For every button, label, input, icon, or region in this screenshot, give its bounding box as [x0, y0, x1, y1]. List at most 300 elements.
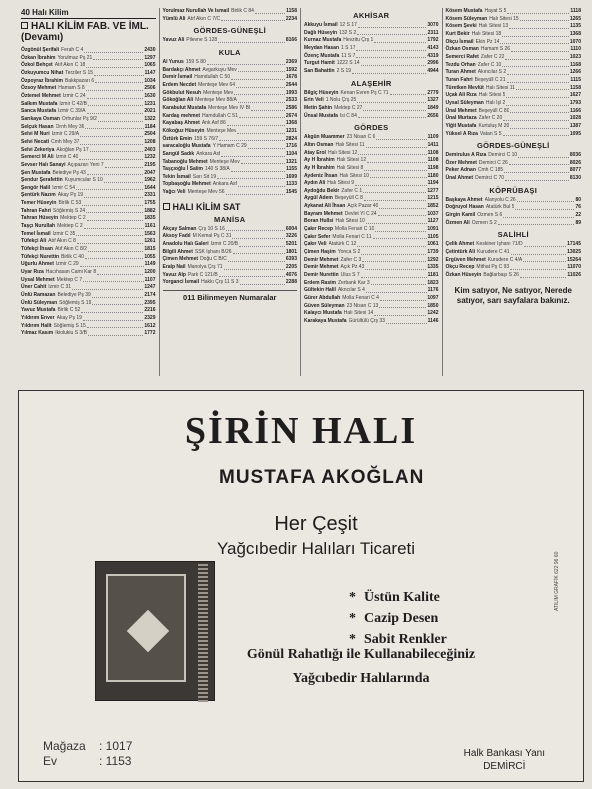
listing-row	[21, 116, 156, 124]
listing-name: Selvi M Nuri	[21, 131, 50, 138]
listing-row	[21, 330, 156, 338]
leader-dots	[86, 208, 143, 214]
listing-row	[21, 101, 156, 109]
listing-name: Kösem Süleyman	[445, 15, 488, 22]
listing-row	[446, 46, 582, 54]
listing-name: Aksoy Fadıl	[162, 233, 191, 240]
section-title: ALAŞEHİR	[350, 78, 392, 88]
listing-row	[304, 22, 439, 30]
listing-phone: 1716	[285, 143, 297, 150]
listing-phone: 1158	[570, 84, 581, 91]
ad-brand: ŞİRİN HALI	[184, 410, 418, 452]
listing-phone: 1755	[144, 200, 156, 207]
listing-name: Karakaya Mustafa	[304, 317, 347, 324]
listing-name: Sarıkaya Osman	[21, 115, 60, 122]
listing-name: Özkuyumcu Nihat	[21, 69, 64, 76]
leader-dots	[87, 323, 144, 329]
listing-name: Aygül Adem	[304, 195, 333, 202]
listing-name: Metin Şahin	[304, 104, 333, 111]
listing-phone: 1115	[570, 76, 581, 83]
listing-row	[163, 166, 298, 174]
leader-dots	[507, 77, 570, 83]
listing-row	[163, 226, 298, 234]
listing-row	[21, 170, 156, 178]
listing-phone: 1166	[570, 107, 581, 114]
listing-address: İkiolukiu S 3/B	[55, 330, 87, 337]
listing-address: Zafer C 22	[480, 53, 505, 60]
listing-name: Özer Mehmet	[445, 159, 477, 166]
listing-name: Ay H İbrahim	[304, 157, 335, 164]
ad-address-city: DEMİRCİ	[483, 761, 526, 772]
listing-name: Çimen Mehmet	[162, 256, 199, 263]
listing-address: Hevzitu Çrş 1	[343, 37, 374, 44]
listing-row	[163, 113, 298, 121]
listing-row	[163, 136, 298, 144]
listing-name: Özkol Behçet	[21, 62, 53, 69]
listing-row	[163, 105, 298, 113]
leader-dots	[379, 203, 426, 209]
listing-address: Ornh Mey 36	[55, 123, 85, 130]
section-title: GÖRDES-GÜNEŞLİ	[476, 141, 550, 151]
listing-phone: 17145	[567, 241, 581, 248]
listing-name: Yorganci İsmail	[162, 279, 200, 286]
listing-row	[163, 59, 298, 67]
listing-address: İzmir C 20/B	[210, 241, 239, 248]
listing-name: Semerci M Ali	[21, 154, 54, 161]
listing-phone: 1231	[285, 127, 297, 134]
leader-dots	[88, 246, 143, 252]
checkbox-icon	[21, 22, 28, 29]
listing-phone: 1158	[286, 8, 297, 14]
leader-dots	[239, 113, 285, 119]
listing-phone: 1194	[427, 180, 439, 187]
listing-name: Özmen Ali	[445, 219, 470, 226]
listing-name: Çakır Veli	[304, 241, 327, 248]
listing-phone: 2288	[285, 279, 297, 286]
leader-dots	[503, 212, 574, 218]
listing-name: Demir Mehmet	[304, 256, 339, 263]
listing-name: Kalaycı Mustafa	[304, 310, 342, 317]
leader-dots	[363, 188, 426, 194]
category-title-text: HALI KİLİM FAB. VE İML. (Devamı)	[21, 21, 149, 43]
listing-name: Özsoy Mehmet	[21, 85, 57, 92]
listing-phone: 15264	[567, 256, 581, 263]
listing-phone: 2331	[144, 192, 156, 199]
leader-dots	[352, 68, 426, 74]
listing-address: İzmir C 24	[62, 92, 86, 99]
listing-row	[446, 257, 582, 265]
leader-dots	[363, 105, 426, 111]
listing-address: İzmir C 29	[55, 261, 79, 268]
leader-dots	[507, 69, 569, 75]
leader-dots	[248, 143, 285, 149]
listing-name: Türetken Mevlüt	[445, 84, 484, 91]
listing-row	[446, 8, 582, 16]
listing-address: Halı Sitesi 9	[327, 180, 354, 187]
listing-address: Yonca S 2	[337, 249, 361, 256]
listing-name: Topbaşoğlu Mehmet	[162, 181, 211, 188]
leader-dots	[76, 231, 143, 237]
leader-dots	[219, 136, 285, 142]
leader-dots	[93, 55, 143, 61]
listing-row	[446, 175, 582, 183]
leader-dots	[361, 249, 426, 255]
leader-dots	[221, 151, 285, 157]
listing-address: Hamdullah C 51	[202, 112, 238, 119]
listing-name: Taşçıoğlu İ Salim	[162, 166, 203, 173]
leader-dots	[358, 22, 426, 28]
listing-phone: 2656	[427, 112, 439, 119]
listing-phone: 1545	[285, 189, 297, 196]
listing-address: Söğlemiş S 19	[59, 299, 92, 306]
leader-dots	[364, 195, 426, 201]
directory-column-4	[443, 8, 585, 376]
leader-dots	[365, 264, 426, 270]
listing-phone: 2195	[144, 161, 156, 168]
leader-dots	[72, 284, 143, 290]
listing-phone: 1037	[427, 210, 439, 217]
listing-name: Ünsal Mustafa	[304, 112, 338, 119]
listing-phone: 1247	[144, 284, 156, 291]
leader-dots	[224, 264, 285, 270]
listing-row	[446, 92, 582, 100]
listing-name: Turgut Hamit	[304, 60, 335, 67]
listing-row	[163, 90, 298, 98]
listing-phone: 11070	[567, 264, 581, 271]
ad-print-credit: ATILIM GRAFİK 622 96 60	[554, 551, 560, 611]
listing-name: Tüfekçi Nurettin	[21, 253, 60, 260]
listing-name: Aydın Ali	[304, 180, 326, 187]
listing-phone: 2533	[285, 97, 297, 104]
listing-row	[21, 323, 156, 331]
listing-name: Uyar Rıza	[21, 269, 44, 276]
listing-name: Dağlı Hüseyin	[304, 29, 338, 36]
listing-phone: 1242	[427, 310, 439, 317]
leader-dots	[84, 223, 144, 229]
listing-address: Atıf Akın C 7/C	[187, 15, 221, 22]
listing-address: Açık Pz 43	[340, 264, 365, 271]
listing-name: Özkan İbrahim	[21, 54, 56, 61]
listing-name: Gökoğlan Ali	[162, 97, 194, 104]
leader-dots	[517, 197, 575, 203]
listing-phone: 1592	[285, 66, 297, 73]
leader-dots	[82, 200, 143, 206]
listing-row	[304, 203, 439, 211]
listing-phone: 1411	[427, 141, 439, 148]
listing-name: Peker Adnan	[445, 167, 476, 174]
listing-row	[21, 47, 156, 55]
listing-row	[446, 85, 582, 93]
listing-name: Girgin Kamil	[445, 212, 476, 219]
listing-phone: 1699	[285, 173, 297, 180]
listing-address: Menteşe Mev IV Bl	[208, 104, 251, 111]
leader-dots	[504, 167, 569, 173]
leader-dots	[228, 256, 285, 262]
listing-address: 1 S 17	[341, 44, 356, 51]
listing-row	[304, 287, 439, 295]
listing-phone: 13025	[567, 249, 581, 256]
listing-phone: 2674	[285, 112, 297, 119]
listing-name: Uysal Süleyman	[445, 99, 484, 106]
listing-address: Mektep C 2	[57, 223, 83, 230]
listing-address: Hamam S 8	[58, 85, 85, 92]
leader-dots	[390, 90, 427, 96]
listing-phone: 2311	[427, 29, 439, 36]
listing-row	[304, 68, 439, 76]
listing-row	[446, 204, 582, 212]
listing-address: Ferah C 4	[61, 47, 84, 53]
leader-dots	[505, 54, 568, 60]
leader-dots	[87, 170, 144, 176]
leader-dots	[104, 177, 144, 183]
listing-address: Belediye Pş 43	[52, 169, 86, 176]
advertisement	[18, 390, 584, 782]
listing-address: Molla Fenari C 4	[342, 295, 379, 301]
listing-phone: 1147	[144, 69, 156, 76]
listing-name: Demir Mehmet	[304, 264, 339, 271]
listing-name: Kurt Bekir	[445, 30, 470, 37]
listing-address: Gürültülü Çrş 33	[348, 317, 385, 324]
leader-dots	[231, 166, 285, 172]
listing-address: İzmir C 39/A	[58, 108, 86, 115]
leader-dots	[236, 82, 285, 88]
leader-dots	[80, 131, 143, 137]
leader-dots	[523, 257, 566, 263]
listing-address: Menteşe Mev 56	[187, 189, 225, 196]
listing-address: Park C 121/B	[187, 271, 218, 278]
listing-name: Eralp Nail	[162, 264, 186, 271]
listing-address: Molla Fenari C 11	[332, 233, 372, 240]
listing-name: Aydoğdu Bekir	[304, 187, 340, 194]
leader-dots	[226, 226, 285, 232]
listing-address: Bağlarbaşı S 26	[483, 272, 519, 279]
listing-row	[21, 108, 156, 116]
listing-row	[21, 62, 156, 70]
leader-dots	[520, 272, 566, 278]
listing-name: Temel İsmail	[21, 230, 51, 237]
listing-phone: 1200	[144, 269, 156, 276]
listing-address: Halı Sitesi 11	[335, 141, 365, 148]
listing-address: Hakkı Çrş 11 S 3	[201, 279, 239, 286]
listing-name: Kayabaş Ahmet	[162, 120, 200, 127]
leader-dots	[207, 59, 285, 65]
listing-row	[163, 159, 298, 167]
leader-dots	[518, 152, 569, 158]
page-header-label: 40 Halı Kilim	[21, 8, 69, 17]
listing-row	[304, 188, 439, 196]
listing-address: İzmir C 35	[52, 230, 76, 237]
leader-dots	[231, 74, 285, 80]
listing-row	[304, 142, 439, 150]
leader-dots	[378, 211, 427, 217]
listing-phone: 3226	[285, 233, 297, 240]
listing-name: Erdem Necdet	[162, 81, 197, 88]
leader-dots	[239, 241, 285, 247]
section-title: SALİHLİ	[497, 230, 529, 240]
listing-row	[163, 264, 298, 272]
listing-phone: 2205	[285, 264, 297, 271]
listing-name: Gültekin Halil	[304, 287, 336, 294]
listing-row	[304, 241, 439, 249]
listing-address: 1222 S 14	[336, 60, 360, 67]
listing-phone: 2506	[144, 85, 156, 92]
listing-row	[21, 300, 156, 308]
listing-address: Özmen S 6	[477, 212, 503, 219]
listing-address: İzmir C 42/B	[59, 100, 87, 107]
leader-dots	[524, 241, 566, 247]
listing-phone: 1852	[427, 203, 439, 210]
listing-phone: 1850	[427, 302, 439, 309]
listing-phone: 2216	[144, 307, 156, 314]
leader-dots	[241, 159, 285, 165]
listing-name: Bilgili Ahmet	[162, 248, 193, 255]
listing-phone: 89	[575, 219, 581, 226]
listing-row	[304, 157, 439, 165]
leader-dots	[511, 46, 569, 52]
listing-name: Sanca Mustafa	[21, 108, 57, 115]
listing-row	[163, 249, 298, 257]
listing-name: Yavuz Alp	[162, 271, 186, 278]
listing-name: Aydeniz İhsan	[304, 172, 338, 179]
listing-row	[304, 249, 439, 257]
listing-phone: 1335	[427, 264, 439, 271]
listing-address: Cmh C 185	[477, 167, 504, 174]
listing-name: Al Yunus	[162, 58, 184, 65]
listing-name: Akkuyu İsmail	[304, 22, 338, 28]
listing-phone: 8166	[285, 37, 297, 44]
listing-address: Ank Asf 86	[201, 120, 226, 127]
listing-name: Meydan Hasan	[304, 44, 340, 51]
leader-dots	[370, 173, 427, 179]
category-title	[21, 21, 156, 43]
listing-phone: 2021	[144, 108, 156, 115]
listing-name: Özkan Osman	[445, 46, 479, 53]
listing-row	[446, 31, 582, 39]
leader-dots	[80, 261, 144, 267]
listing-address: Mektep C 2	[60, 215, 86, 222]
listing-name: Çakır Sefer	[304, 233, 331, 240]
listing-address: Birlik C 53	[58, 200, 82, 207]
listing-name: Yıldırım Halit	[21, 322, 52, 329]
listing-address: Zerbank Kar 3	[337, 279, 370, 286]
listing-row	[21, 185, 156, 193]
listing-row	[163, 181, 298, 189]
leader-dots	[88, 330, 143, 336]
listing-name: saracaloğlu Mustafa	[162, 143, 211, 150]
listing-name: Öztemel Mehmet	[21, 92, 61, 99]
listing-name: Ünal Murtaza	[445, 115, 477, 122]
listing-row	[21, 315, 156, 323]
leader-dots	[97, 269, 143, 275]
listing-phone: 2174	[144, 292, 156, 298]
listing-row	[304, 195, 439, 203]
listing-address: Sarı Sit 19	[192, 173, 217, 180]
listing-address: Atatürk C 12	[328, 241, 357, 248]
listing-name: Çimen Haşim	[304, 249, 336, 256]
listing-phone: 1327	[427, 97, 439, 104]
listing-name: Tüfekçi Ali	[21, 238, 47, 245]
leader-dots	[90, 147, 144, 153]
listing-phone: 1678	[285, 74, 297, 81]
listing-address: SSK İşhanı B/26	[194, 248, 232, 255]
listing-row	[446, 16, 582, 24]
listing-row	[304, 60, 439, 68]
listing-address: Akoğlan Pş 17	[56, 146, 89, 153]
listing-phone: 1105	[427, 233, 439, 240]
listing-row	[21, 154, 156, 162]
listing-phone: 4944	[427, 67, 439, 74]
listing-address: Ulus S 7	[340, 272, 360, 279]
listing-row	[21, 208, 156, 216]
leader-dots	[358, 113, 427, 119]
listing-row	[21, 284, 156, 292]
listing-row	[446, 62, 582, 70]
leader-dots	[520, 16, 569, 22]
listing-name: Tahran Fahri	[21, 207, 51, 214]
listing-name: Öztürk Emin	[162, 135, 192, 142]
listing-address: Açık Pazar 40	[347, 203, 379, 210]
leader-dots	[83, 315, 143, 321]
listing-phone: 1882	[144, 207, 156, 214]
listing-name: Uysal Mehmet	[21, 276, 55, 283]
leader-dots	[507, 8, 569, 14]
listing-address: Vatan S 5	[479, 130, 502, 137]
listing-row	[163, 8, 298, 16]
leader-dots	[374, 310, 426, 316]
listing-name: Turan Ahmet	[445, 69, 476, 76]
listing-row	[446, 115, 582, 123]
listing-row	[304, 303, 439, 311]
leader-dots	[366, 218, 427, 224]
listing-address: Avgarkuyu Mev	[202, 66, 237, 73]
listing-phone: 2395	[144, 299, 156, 306]
listing-row	[304, 295, 439, 303]
listing-name: Ünlü Süleyman	[21, 299, 58, 306]
listing-name: Anadolu Halı Galeri	[162, 241, 209, 248]
listing-phone: 1387	[569, 122, 581, 129]
listing-phone: 1266	[569, 69, 581, 76]
listing-name: Altın Osman	[304, 141, 334, 148]
listing-phone: 1368	[285, 120, 297, 127]
listing-address: Kurtuluş M 20	[478, 122, 510, 129]
listing-address: İsi C 84	[339, 112, 357, 119]
leader-dots	[375, 226, 426, 232]
listing-phone: 1962	[144, 177, 156, 184]
leader-dots	[510, 108, 569, 114]
listing-row	[304, 280, 439, 288]
checkbox-icon	[163, 203, 170, 210]
listing-phone: 2586	[285, 104, 297, 111]
listing-phone: 1630	[144, 92, 156, 99]
listing-phone: 8077	[569, 167, 581, 174]
listing-row	[304, 165, 439, 173]
listing-address: Manolya Çrş 71	[187, 264, 223, 271]
listing-address: Doğu C B/C	[200, 256, 227, 263]
listing-address: Zafer C 3	[340, 256, 362, 263]
listing-name: Başkaya Ahmet	[445, 196, 483, 203]
listing-phone: 2234	[285, 15, 297, 22]
listing-row	[21, 231, 156, 239]
listing-row	[163, 174, 298, 182]
listing-address: Alanyolu C 26	[484, 196, 516, 203]
listing-name: Kökoğuz Hüseyin	[162, 127, 205, 134]
listing-row	[446, 100, 582, 108]
listing-row	[21, 192, 156, 200]
section-title: GÖRDES-GÜNEŞLİ	[193, 26, 267, 36]
leader-dots	[510, 264, 566, 270]
listing-row	[21, 269, 156, 277]
listing-row	[21, 177, 156, 185]
